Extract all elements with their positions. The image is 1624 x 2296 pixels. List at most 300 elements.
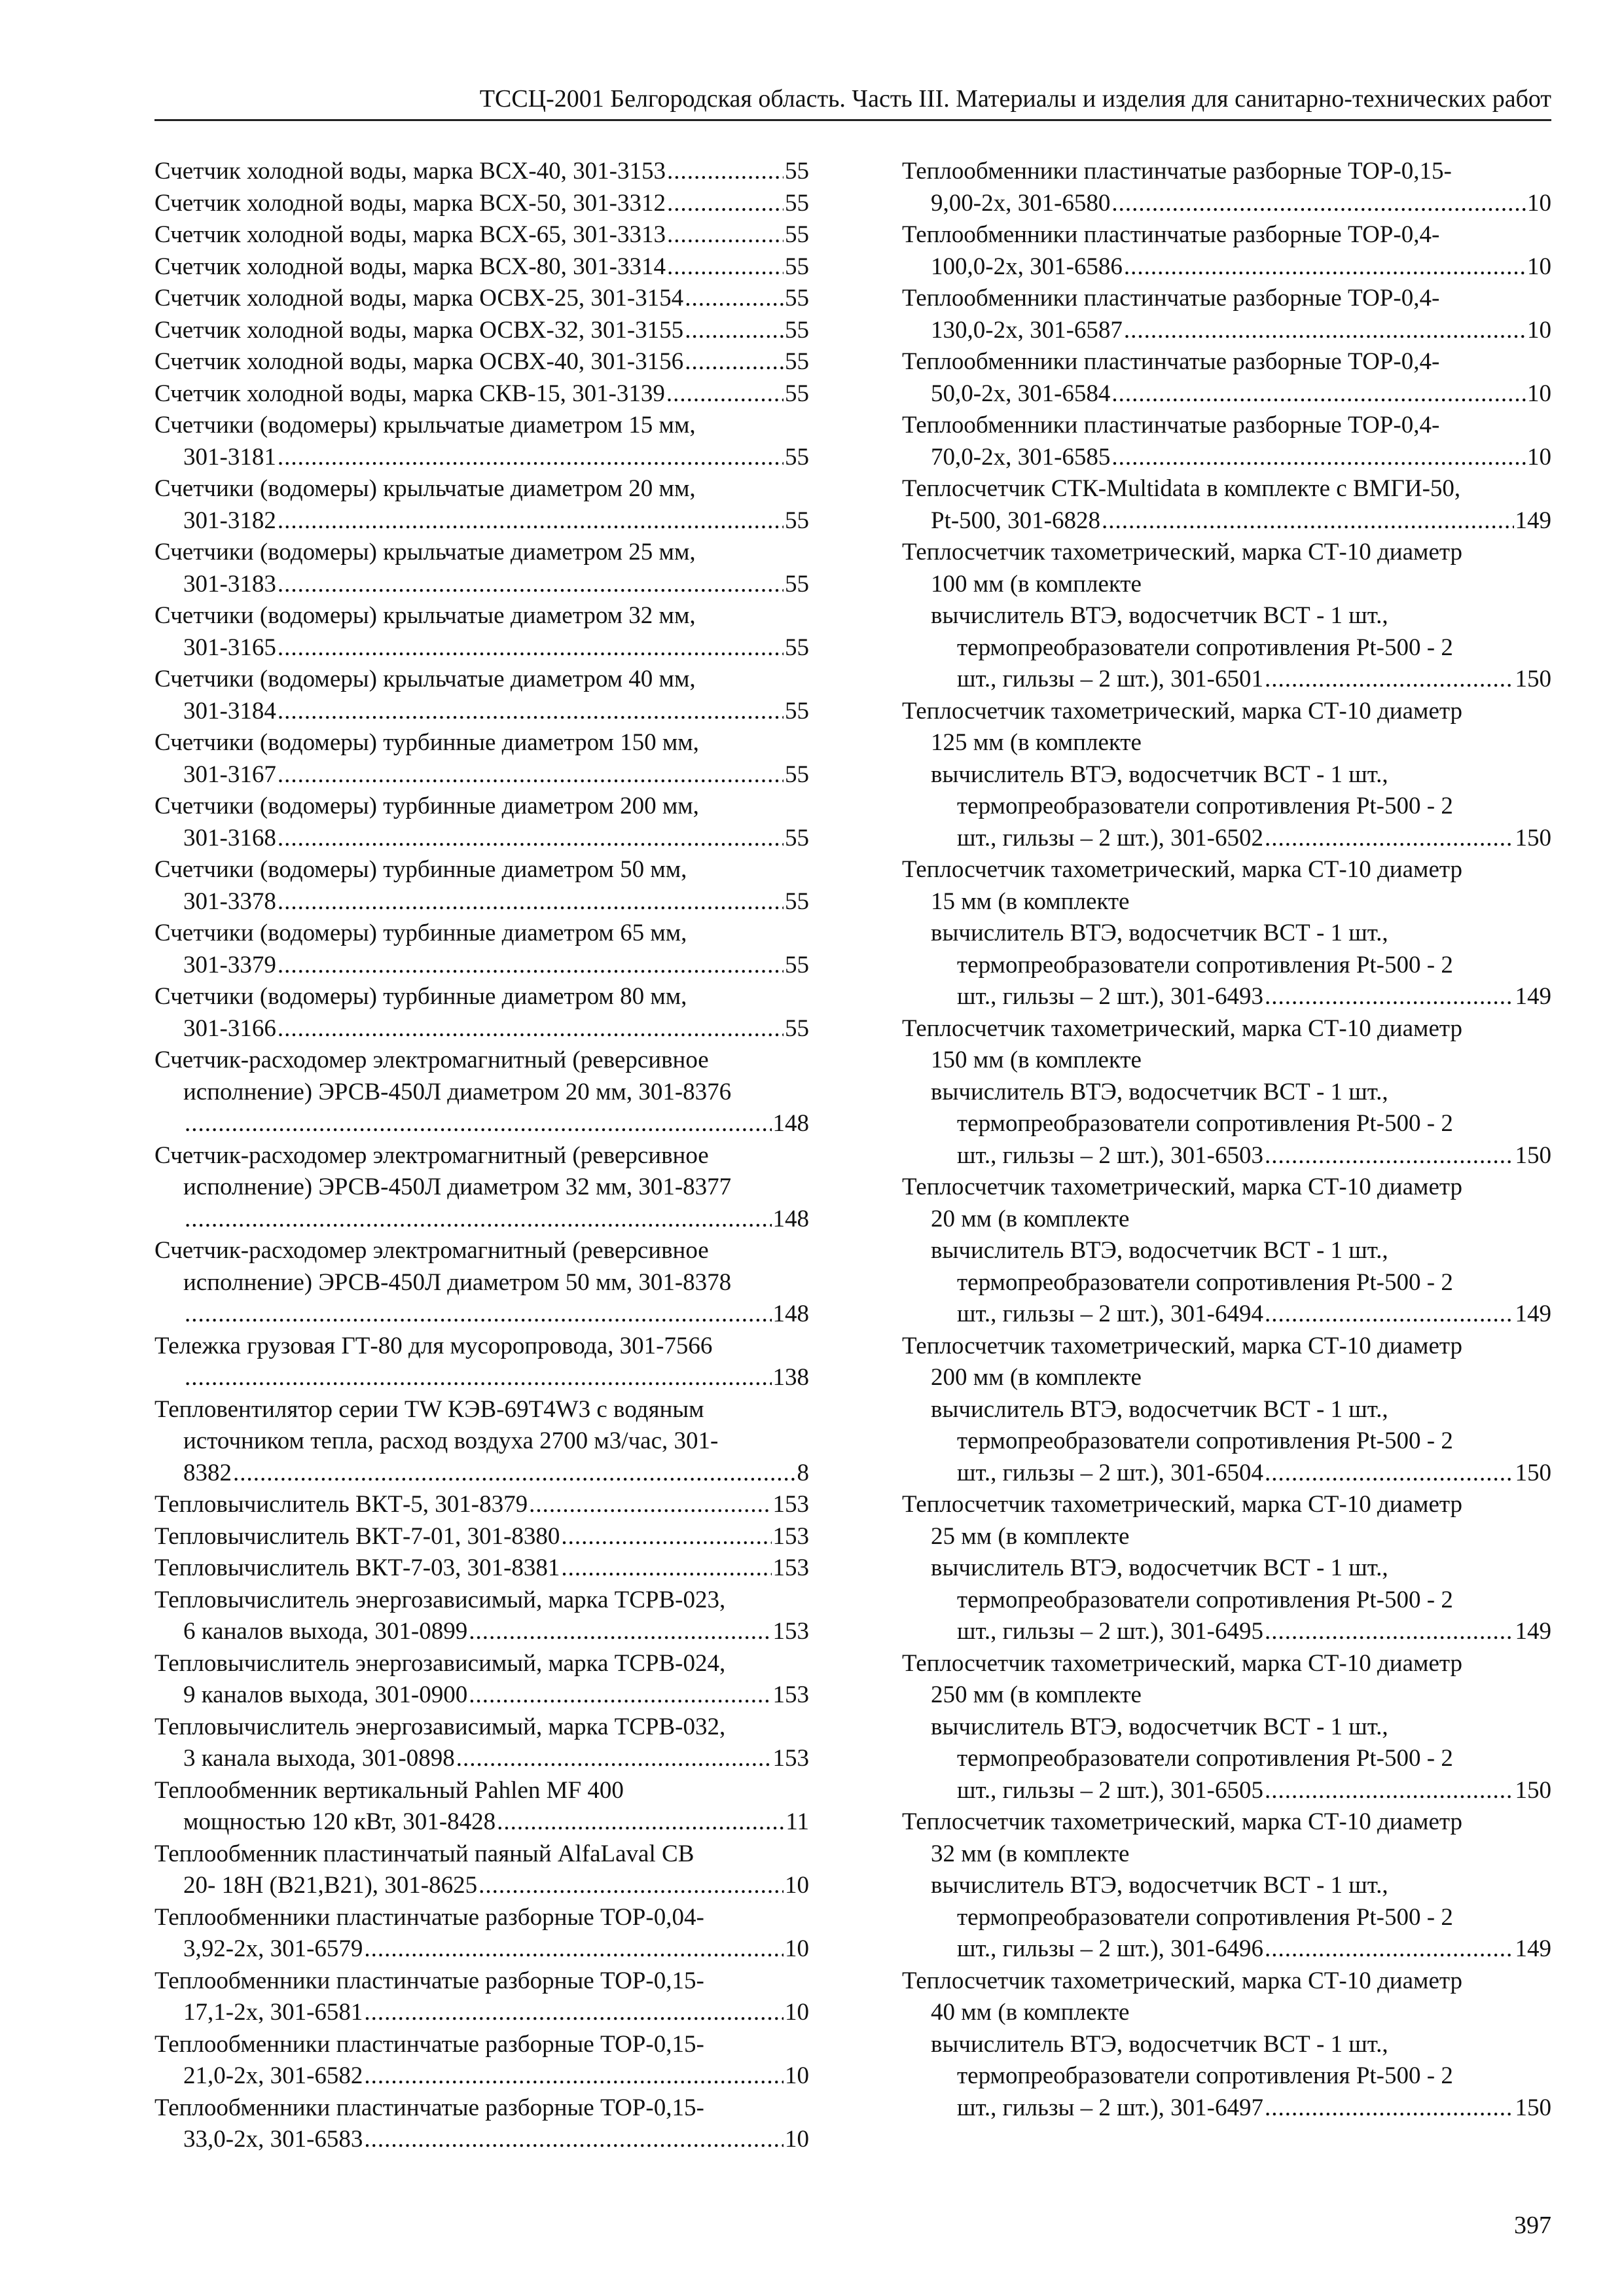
index-entry (154, 981, 809, 1045)
index-entry-line (154, 1172, 809, 1204)
index-entry (154, 1902, 809, 1965)
leader-dots (278, 1013, 784, 1045)
entry-text: исполнение) ЭРСВ-450Л диаметром 32 мм, 301-8377 (183, 1174, 732, 1200)
entry-text: 250 мм (в комплекте (931, 1681, 1142, 1708)
index-entry-line (902, 1743, 1551, 1775)
index-entry-line (154, 1045, 809, 1077)
entry-text: Теплообменники пластинчатые разборные ТОР-0,4- (902, 348, 1440, 375)
entry-text: Тепловычислитель энергозависимый, марка ТСРВ-024, (154, 1649, 726, 1677)
entry-text: шт., гильзы – 2 шт.), 301-6497 (957, 2094, 1263, 2121)
entry-text: 40 мм (в комплекте (931, 1999, 1130, 2026)
entry-text: вычислитель ВТЭ, водосчетчик ВСТ - 1 шт., (931, 1395, 1388, 1423)
entry-page-number: 55 (785, 570, 809, 598)
entry-text: Счетчики (водомеры) крыльчатые диаметром 40 мм, (154, 666, 696, 692)
entry-text: 301-3379 (183, 951, 276, 978)
index-entry-line (902, 1140, 1551, 1172)
index-entry (902, 283, 1551, 346)
index-entry-line (902, 537, 1551, 569)
entry-text: вычислитель ВТЭ, водосчетчик ВСТ - 1 шт., (931, 1872, 1388, 1899)
leader-dots (185, 1204, 772, 1236)
index-entry-line (902, 1108, 1551, 1140)
entry-text: термопреобразователи сопротивления Pt-500 - 2 (957, 1903, 1453, 1931)
entry-text: Теплообменники пластинчатые разборные ТОР-0,15- (154, 1967, 704, 1994)
index-entry-line (902, 505, 1551, 537)
index-entry (154, 1140, 809, 1236)
entry-text: Счетчик-расходомер электромагнитный (реверсивное (154, 1047, 709, 1073)
index-entry-line (902, 1362, 1551, 1394)
index-entry-line (154, 1933, 809, 1965)
entry-text: Теплообменники пластинчатые разборные ТОР-0,15- (154, 2030, 704, 2058)
entry-page-number: 153 (772, 1554, 809, 1581)
index-entry-line (902, 950, 1551, 982)
index-entry (902, 854, 1551, 1013)
leader-dots (667, 251, 784, 283)
index-entry-line (154, 1077, 809, 1109)
index-entry-line (154, 886, 809, 918)
entry-text: Pt-500, 301-6828 (931, 507, 1100, 534)
entry-text: 50,0-2х, 301-6584 (931, 380, 1111, 407)
index-entry-line (154, 346, 809, 378)
index-entry-line (902, 1552, 1551, 1585)
entry-text: Тепловентилятор серии TW КЭВ-69T4W3 с водяным (154, 1395, 704, 1423)
index-entry (902, 1331, 1551, 1490)
index-entry (902, 537, 1551, 696)
index-entry (154, 1648, 809, 1712)
entry-text: Тепловычислитель ВКТ-7-01, 301-8380 (154, 1522, 560, 1550)
index-entry-line (154, 1616, 809, 1648)
entry-text: Счетчики (водомеры) крыльчатые диаметром 15 мм, (154, 412, 696, 439)
index-entry (154, 600, 809, 664)
index-column-left (154, 156, 809, 2156)
entry-page-number: 153 (772, 1618, 809, 1645)
index-entry-line (154, 537, 809, 569)
entry-page-number: 8 (797, 1459, 809, 1486)
entry-text: 150 мм (в комплекте (931, 1047, 1142, 1073)
entry-text: термопреобразователи сопротивления Pt-500 - 2 (957, 1268, 1453, 1296)
leader-dots (469, 1679, 771, 1712)
entry-text: термопреобразователи сопротивления Pt-500 - 2 (957, 1745, 1453, 1772)
leader-dots (685, 346, 784, 378)
index-entry-line (154, 854, 809, 886)
entry-page-number: 55 (785, 316, 809, 344)
index-entry (154, 1235, 809, 1331)
entry-text: вычислитель ВТЭ, водосчетчик ВСТ - 1 шт., (931, 1713, 1388, 1740)
entry-text: термопреобразователи сопротивления Pt-500 - 2 (957, 1586, 1453, 1613)
index-entry-line (154, 791, 809, 823)
leader-dots (278, 886, 784, 918)
leader-dots (1102, 505, 1514, 537)
index-entry-line (154, 696, 809, 728)
leader-dots (364, 1997, 784, 2029)
entry-page-number: 10 (785, 1999, 809, 2026)
index-entry-line (902, 2029, 1551, 2061)
entry-text: Теплосчетчик тахометрический, марка СТ-10 диаметр (902, 856, 1462, 883)
entry-page-number: 55 (785, 221, 809, 248)
index-entry-line (902, 1489, 1551, 1521)
index-entry-line (902, 600, 1551, 632)
entry-text: Счетчики (водомеры) крыльчатые диаметром 20 мм, (154, 475, 696, 502)
index-entry-line (902, 1521, 1551, 1553)
index-entry-line (154, 1489, 809, 1521)
leader-dots (278, 632, 784, 664)
index-entry-line (154, 2092, 809, 2125)
leader-dots (1265, 1140, 1514, 1172)
entry-page-number: 55 (785, 380, 809, 407)
index-entry-line (902, 1933, 1551, 1965)
index-entry-line (902, 632, 1551, 664)
index-entry-line (154, 1426, 809, 1458)
index-entry-line (902, 1997, 1551, 2029)
entry-text: Счетчик-расходомер электромагнитный (реверсивное (154, 1237, 709, 1264)
index-entry-line (154, 759, 809, 791)
entry-text: 8382 (183, 1459, 232, 1486)
index-entry-line (154, 600, 809, 632)
entry-text: Теплосчетчик СТК-Multidata в комплекте с ВМГИ-50, (902, 475, 1461, 502)
index-entry-line (154, 1997, 809, 2029)
leader-dots (1124, 315, 1526, 347)
index-entry (154, 1585, 809, 1648)
index-entry-line (902, 1712, 1551, 1744)
entry-text: 301-3167 (183, 761, 276, 788)
entry-text: Счетчики (водомеры) крыльчатые диаметром 32 мм, (154, 602, 696, 629)
entry-text: 301-3182 (183, 507, 276, 534)
index-entry-line (154, 1235, 809, 1267)
index-entry-line (902, 1679, 1551, 1712)
entry-text: Счетчик холодной воды, марка ОСВХ-40, 301-3156 (154, 348, 684, 375)
leader-dots (1265, 1775, 1514, 1807)
index-entry-line (154, 1806, 809, 1839)
entry-page-number: 148 (772, 1110, 809, 1137)
index-entry-line (902, 1077, 1551, 1109)
entry-text: 9,00-2х, 301-6580 (931, 189, 1111, 217)
entry-text: 33,0-2х, 301-6583 (183, 2126, 363, 2153)
index-entry (154, 1775, 809, 1839)
leader-dots (364, 1933, 784, 1965)
index-entry-line (154, 1140, 809, 1172)
index-entry (902, 1013, 1551, 1172)
index-entry (154, 2092, 809, 2156)
leader-dots (1111, 188, 1526, 220)
entry-text: Счетчики (водомеры) турбинные диаметром 80 мм, (154, 983, 687, 1010)
index-entry (154, 1521, 809, 1553)
entry-page-number: 149 (1515, 1618, 1551, 1645)
index-entry-line (154, 251, 809, 283)
entry-text: Тепловычислитель ВКТ-5, 301-8379 (154, 1491, 528, 1518)
entry-page-number: 10 (785, 2126, 809, 2153)
entry-page-number: 55 (785, 253, 809, 280)
index-entry-line (154, 1902, 809, 1934)
entry-page-number: 10 (1527, 380, 1551, 407)
leader-dots (185, 1362, 772, 1394)
entry-text: 301-3184 (183, 697, 276, 725)
index-entry-line (154, 1108, 809, 1140)
index-entry-line (154, 2060, 809, 2092)
index-entry-line (902, 823, 1551, 855)
index-entry (902, 1965, 1551, 2125)
entry-page-number: 55 (785, 1014, 809, 1042)
entry-text: 6 каналов выхода, 301-0899 (183, 1618, 468, 1645)
index-entry-line (902, 1616, 1551, 1648)
index-entry-line (154, 1965, 809, 1998)
index-entry-line (154, 918, 809, 950)
index-entry (154, 1045, 809, 1140)
entry-text: 301-3165 (183, 634, 276, 661)
index-entry-line (902, 2060, 1551, 2092)
entry-text: шт., гильзы – 2 шт.), 301-6495 (957, 1618, 1263, 1645)
entry-page-number: 55 (785, 189, 809, 217)
index-entry-line (154, 315, 809, 347)
entry-page-number: 150 (1515, 1776, 1551, 1804)
entry-page-number: 148 (772, 1300, 809, 1327)
index-entry (154, 664, 809, 727)
index-entry-line (154, 1013, 809, 1045)
leader-dots (561, 1521, 771, 1553)
entry-page-number: 153 (772, 1491, 809, 1518)
leader-dots (1265, 664, 1514, 696)
index-entry-line (154, 1394, 809, 1426)
entry-text: Теплосчетчик тахометрический, марка СТ-10 диаметр (902, 539, 1462, 565)
entry-text: термопреобразователи сопротивления Pt-500 - 2 (957, 793, 1453, 819)
index-entry-line (902, 1806, 1551, 1839)
index-entry (154, 283, 809, 315)
index-entry-line (902, 378, 1551, 410)
index-entry (154, 791, 809, 854)
index-entry-line (154, 1552, 809, 1585)
leader-dots (561, 1552, 771, 1585)
index-entry-line (902, 1458, 1551, 1490)
entry-text: Счетчик холодной воды, марка ВСХ-40, 301-3153 (154, 158, 666, 185)
leader-dots (1265, 1458, 1514, 1490)
index-entry-line (154, 505, 809, 537)
entry-page-number: 10 (785, 1872, 809, 1899)
leader-dots (1265, 1616, 1514, 1648)
entry-text: термопреобразователи сопротивления Pt-500 - 2 (957, 951, 1453, 978)
entry-text: Счетчики (водомеры) турбинные диаметром 65 мм, (154, 920, 687, 946)
entry-page-number: 150 (1515, 1459, 1551, 1486)
index-entry-line (902, 410, 1551, 442)
index-entry-line (902, 2092, 1551, 2125)
index-entry-line (154, 442, 809, 474)
header-title: ТССЦ-2001 Белгородская область. Часть III. Материалы и изделия для санитарно-технических работ (479, 85, 1551, 113)
entry-text: Теплосчетчик тахометрический, марка СТ-10 диаметр (902, 1649, 1462, 1677)
index-entry-line (154, 1585, 809, 1617)
entry-text: Теплообменник пластинчатый паяный AlfaLaval CB (154, 1840, 695, 1867)
leader-dots (185, 1108, 772, 1140)
entry-text: Теплосчетчик тахометрический, марка СТ-10 диаметр (902, 1174, 1462, 1200)
index-entry-line (902, 1839, 1551, 1871)
entry-page-number: 10 (785, 1935, 809, 1962)
entry-page-number: 149 (1515, 1935, 1551, 1962)
leader-dots (233, 1458, 796, 1490)
index-entry-line (902, 886, 1551, 918)
entry-text: 20 мм (в комплекте (931, 1205, 1130, 1232)
index-entry-line (902, 1394, 1551, 1426)
index-entry (154, 918, 809, 981)
leader-dots (1124, 251, 1526, 283)
entry-text: Тепловычислитель энергозависимый, марка ТСРВ-032, (154, 1713, 726, 1740)
entry-text: 100 мм (в комплекте (931, 570, 1142, 598)
entry-text: Счетчик холодной воды, марка СКВ-15, 301-3139 (154, 380, 665, 407)
entry-text: Теплосчетчик тахометрический, марка СТ-10 диаметр (902, 1967, 1462, 1994)
entry-page-number: 55 (785, 951, 809, 978)
entry-page-number: 153 (772, 1522, 809, 1550)
entry-text: Счетчик холодной воды, марка ВСХ-50, 301-3312 (154, 189, 666, 217)
index-entry-line (154, 950, 809, 982)
entry-page-number: 148 (772, 1205, 809, 1232)
leader-dots (278, 759, 784, 791)
index-entry-line (902, 473, 1551, 505)
leader-dots (685, 315, 784, 347)
entry-text: Счетчик холодной воды, марка ВСХ-80, 301-3314 (154, 253, 666, 280)
leader-dots (185, 1299, 772, 1331)
entry-text: шт., гильзы – 2 шт.), 301-6496 (957, 1935, 1263, 1962)
index-entry-line (902, 854, 1551, 886)
entry-text: Тепловычислитель энергозависимый, марка ТСРВ-023, (154, 1586, 726, 1613)
index-entry-line (154, 2029, 809, 2061)
entry-text: шт., гильзы – 2 шт.), 301-6502 (957, 824, 1263, 852)
index-entry-line (902, 569, 1551, 601)
index-entry-line (902, 1204, 1551, 1236)
index-entry-line (154, 1839, 809, 1871)
entry-text: 3,92-2х, 301-6579 (183, 1935, 363, 1962)
entry-text: исполнение) ЭРСВ-450Л диаметром 50 мм, 301-8378 (183, 1268, 732, 1296)
entry-page-number: 55 (785, 285, 809, 312)
index-entry (154, 1712, 809, 1775)
entry-page-number: 10 (1527, 253, 1551, 280)
leader-dots (364, 2124, 784, 2156)
index-entry-line (902, 1013, 1551, 1045)
entry-text: 301-3378 (183, 888, 276, 915)
index-entry-line (154, 378, 809, 410)
entry-text: шт., гильзы – 2 шт.), 301-6503 (957, 1141, 1263, 1169)
entry-text: 301-3168 (183, 824, 276, 852)
index-entry-line (154, 569, 809, 601)
entry-text: 130,0-2х, 301-6587 (931, 316, 1123, 344)
leader-dots (1265, 2092, 1514, 2125)
index-entry-line (154, 283, 809, 315)
index-entry-line (902, 251, 1551, 283)
entry-text: вычислитель ВТЭ, водосчетчик ВСТ - 1 шт., (931, 920, 1388, 946)
index-entry-line (154, 823, 809, 855)
index-entry-line (154, 1267, 809, 1299)
index-entry-line (902, 188, 1551, 220)
index-entry (902, 219, 1551, 283)
index-entry (154, 727, 809, 791)
entry-text: шт., гильзы – 2 шт.), 301-6493 (957, 983, 1263, 1010)
entry-text: 9 каналов выхода, 301-0900 (183, 1681, 468, 1708)
entry-text: 15 мм (в комплекте (931, 888, 1130, 915)
index-entry (154, 156, 809, 188)
leader-dots (667, 188, 784, 220)
index-entry-line (902, 791, 1551, 823)
leader-dots (278, 823, 784, 855)
entry-text: вычислитель ВТЭ, водосчетчик ВСТ - 1 шт., (931, 2030, 1388, 2058)
leader-dots (497, 1806, 784, 1839)
entry-text: вычислитель ВТЭ, водосчетчик ВСТ - 1 шт., (931, 602, 1388, 629)
entry-page-number: 55 (785, 697, 809, 725)
entry-text: Теплообменники пластинчатые разборные ТОР-0,15- (154, 2094, 704, 2121)
entry-text: мощностью 120 кВт, 301-8428 (183, 1808, 496, 1835)
entry-page-number: 10 (1527, 316, 1551, 344)
index-entry-line (154, 1521, 809, 1553)
index-entry-line (902, 727, 1551, 759)
entry-page-number: 55 (785, 348, 809, 375)
index-entry (902, 1489, 1551, 1648)
index-entry-line (154, 1331, 809, 1363)
index-entry-line (154, 473, 809, 505)
index-entry-line (902, 759, 1551, 791)
running-header (154, 84, 1551, 121)
entry-page-number: 153 (772, 1681, 809, 1708)
index-entry-line (902, 346, 1551, 378)
entry-text: 301-3181 (183, 443, 276, 471)
index-entry-line (154, 156, 809, 188)
index-entry (154, 537, 809, 600)
leader-dots (1265, 981, 1514, 1013)
index-entry (154, 188, 809, 220)
entry-text: Счетчики (водомеры) турбинные диаметром 50 мм, (154, 856, 687, 883)
entry-text: Теплосчетчик тахометрический, марка СТ-10 диаметр (902, 697, 1462, 725)
index-entry (902, 346, 1551, 410)
index-entry-line (154, 188, 809, 220)
entry-page-number: 55 (785, 443, 809, 471)
leader-dots (666, 378, 784, 410)
entry-page-number: 149 (1515, 983, 1551, 1010)
entry-text: Теплосчетчик тахометрический, марка СТ-10 диаметр (902, 1808, 1462, 1835)
index-entry-line (902, 315, 1551, 347)
entry-text: шт., гильзы – 2 шт.), 301-6501 (957, 666, 1263, 692)
entry-page-number: 150 (1515, 1141, 1551, 1169)
index-entry-line (154, 219, 809, 251)
index-entry-line (154, 1743, 809, 1775)
entry-text: шт., гильзы – 2 шт.), 301-6505 (957, 1776, 1263, 1804)
index-entry (154, 1331, 809, 1394)
leader-dots (278, 950, 784, 982)
index-column-right (902, 156, 1551, 2124)
index-entry (902, 410, 1551, 473)
entry-page-number: 149 (1515, 507, 1551, 534)
entry-text: 100,0-2х, 301-6586 (931, 253, 1123, 280)
entry-text: термопреобразователи сопротивления Pt-500 - 2 (957, 1110, 1453, 1137)
index-entry-line (154, 2124, 809, 2156)
entry-page-number: 10 (785, 2062, 809, 2089)
index-entry (154, 473, 809, 537)
index-entry-line (154, 1712, 809, 1744)
entry-text: Теплообменники пластинчатые разборные ТОР-0,4- (902, 221, 1440, 248)
leader-dots (1111, 378, 1526, 410)
index-entry-line (154, 727, 809, 759)
leader-dots (1265, 1933, 1514, 1965)
entry-page-number: 55 (785, 158, 809, 185)
index-entry (902, 1806, 1551, 1965)
index-entry (154, 854, 809, 918)
leader-dots (685, 283, 784, 315)
index-entry-line (154, 664, 809, 696)
entry-page-number: 150 (1515, 2094, 1551, 2121)
entry-text: Счетчики (водомеры) турбинные диаметром 200 мм, (154, 793, 699, 819)
index-entry-line (154, 981, 809, 1013)
entry-text: 200 мм (в комплекте (931, 1364, 1142, 1391)
index-entry-line (154, 1648, 809, 1680)
index-entry-line (154, 1775, 809, 1807)
index-entry-line (902, 1331, 1551, 1363)
entry-text: Тележка грузовая ГТ-80 для мусоропровода, 301-7566 (154, 1332, 713, 1359)
entry-page-number: 11 (785, 1808, 809, 1835)
entry-text: шт., гильзы – 2 шт.), 301-6494 (957, 1300, 1263, 1327)
index-entry-line (902, 1172, 1551, 1204)
index-entry-line (902, 1585, 1551, 1617)
index-entry-line (902, 283, 1551, 315)
